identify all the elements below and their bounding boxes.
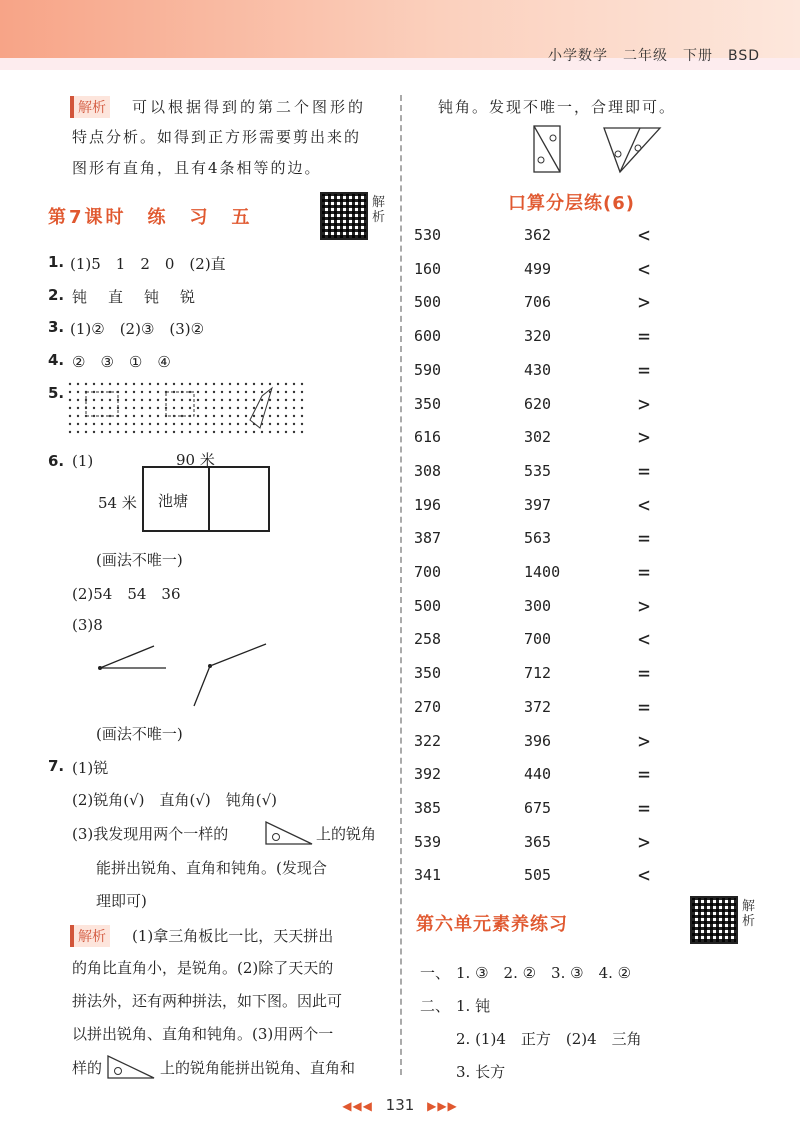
column-divider <box>400 95 402 1075</box>
page-number: 131 <box>385 1096 415 1114</box>
value-a: 500 <box>414 293 442 311</box>
value-a: 270 <box>414 698 442 716</box>
comparison-sign: > <box>638 594 651 618</box>
q7-part3d: 理即可) <box>96 892 147 910</box>
unit6-title: 第六单元素养练习 <box>416 914 568 935</box>
triangle-ruler-icon <box>264 818 314 846</box>
unit6-part2-label: 二、 <box>420 997 451 1015</box>
pond-rect <box>142 466 270 532</box>
comparison-sign: > <box>638 830 651 854</box>
qr-code[interactable] <box>320 192 368 240</box>
value-a: 322 <box>414 732 442 750</box>
note1-line1: 可以根据得到的第二个图形的 <box>132 98 367 116</box>
value-b: 535 <box>524 462 552 480</box>
value-b: 362 <box>524 226 552 244</box>
value-a: 196 <box>414 496 442 514</box>
value-a: 387 <box>414 529 442 547</box>
value-a: 258 <box>414 630 442 648</box>
comparison-sign: > <box>638 392 651 416</box>
qr-label-2: 解析 <box>742 899 756 929</box>
value-b: 320 <box>524 327 552 345</box>
value-b: 712 <box>524 664 552 682</box>
q6-note-b: (画法不唯一) <box>96 725 183 743</box>
note2-line2: 的角比直角小，是锐角。(2)除了天天的 <box>72 959 334 977</box>
q6-note-a: (画法不唯一) <box>96 551 183 569</box>
value-a: 616 <box>414 428 442 446</box>
value-a: 500 <box>414 597 442 615</box>
comparison-sign: = <box>638 358 651 382</box>
comparison-sign: < <box>638 257 651 281</box>
comparison-sign: < <box>638 223 651 247</box>
q7-part2: (2)锐角(√) 直角(√) 钝角(√) <box>72 791 278 809</box>
comparison-sign: < <box>638 863 651 887</box>
q7-part3a: (3)我发现用两个一样的 <box>72 825 229 843</box>
unit6-part2-q2: 2. (1)4 正方 (2)4 三角 <box>456 1030 642 1048</box>
triangle-ruler-icon-2 <box>106 1052 156 1080</box>
height-label: 54 米 <box>98 494 137 512</box>
value-a: 341 <box>414 866 442 884</box>
comparison-sign: = <box>638 459 651 483</box>
q7-part1: (1)锐 <box>72 759 109 777</box>
value-b: 700 <box>524 630 552 648</box>
q7-number: 7. <box>48 757 65 775</box>
unit6-part1-label: 一、 <box>420 964 451 982</box>
unit6-part1-answers: 1. ③ 2. ② 3. ③ 4. ② <box>456 964 632 982</box>
note2-line5b: 上的锐角能拼出锐角、直角和 <box>160 1059 356 1077</box>
value-b: 505 <box>524 866 552 884</box>
unit6-part2-q3: 3. 长方 <box>456 1063 506 1081</box>
note2-line1: (1)拿三角板比一比，天天拼出 <box>132 927 334 945</box>
analysis-tag-2: 解析 <box>70 925 110 947</box>
qr-code-2[interactable] <box>690 896 738 944</box>
width-label: 90 米 <box>176 451 215 469</box>
q6-part3: (3)8 <box>72 616 103 634</box>
value-b: 302 <box>524 428 552 446</box>
q3-answer: (1)② (2)③ (3)② <box>70 320 205 338</box>
note1-line3: 图形有直角，且有4条相等的边。 <box>72 159 322 177</box>
value-a: 600 <box>414 327 442 345</box>
page-footer <box>0 1096 800 1114</box>
note2-line3: 拼法外，还有两种拼法，如下图。因此可 <box>72 992 343 1010</box>
q6-part2: (2)54 54 36 <box>72 585 181 603</box>
value-a: 700 <box>414 563 442 581</box>
value-b: 365 <box>524 833 552 851</box>
value-b: 396 <box>524 732 552 750</box>
value-b: 675 <box>524 799 552 817</box>
value-b: 397 <box>524 496 552 514</box>
header-title: 小学数学 二年级 下册 BSD <box>547 48 760 64</box>
pond-label: 池塘 <box>158 492 189 510</box>
q7-part3c: 能拼出锐角、直角和钝角。(发现合 <box>96 859 327 877</box>
angle-drawings <box>90 638 270 710</box>
prev-arrows: ◀◀◀ <box>342 1099 373 1113</box>
value-b: 563 <box>524 529 552 547</box>
comparison-sign: = <box>638 695 651 719</box>
q6-number: 6. <box>48 452 65 470</box>
angle-combination-figures <box>532 124 672 176</box>
note2-line5a: 样的 <box>72 1059 103 1077</box>
pond-divider <box>208 468 210 530</box>
comparison-sign: > <box>638 425 651 449</box>
q4-number: 4. <box>48 351 65 369</box>
note1-line2: 特点分析。如得到正方形需要剪出来的 <box>72 128 362 146</box>
value-a: 530 <box>414 226 442 244</box>
q3-number: 3. <box>48 318 65 336</box>
q2-number: 2. <box>48 286 65 304</box>
value-a: 385 <box>414 799 442 817</box>
comparison-sign: = <box>638 661 651 685</box>
value-a: 350 <box>414 395 442 413</box>
next-arrows: ▶▶▶ <box>427 1099 458 1113</box>
q7-part3b: 上的锐角 <box>316 825 377 843</box>
value-a: 392 <box>414 765 442 783</box>
value-a: 590 <box>414 361 442 379</box>
comparison-sign: < <box>638 627 651 651</box>
right-top-line: 钝角。发现不唯一，合理即可。 <box>438 98 677 116</box>
q4-answer: ② ③ ① ④ <box>72 353 171 371</box>
comparison-sign: = <box>638 324 651 348</box>
qr-label: 解析 <box>372 195 386 225</box>
q5-number: 5. <box>48 384 65 402</box>
value-b: 440 <box>524 765 552 783</box>
lesson-title: 第7课时 练 习 五 <box>48 207 253 228</box>
value-b: 499 <box>524 260 552 278</box>
comparison-sign: < <box>638 493 651 517</box>
value-b: 372 <box>524 698 552 716</box>
oral-practice-title: 口算分层练(6) <box>508 193 635 214</box>
q6-part1: (1) <box>72 452 94 470</box>
comparison-sign: > <box>638 290 651 314</box>
value-a: 160 <box>414 260 442 278</box>
comparison-sign: = <box>638 560 651 584</box>
note2-line4: 以拼出锐角、直角和钝角。(3)用两个一 <box>72 1025 334 1043</box>
comparison-sign: = <box>638 796 651 820</box>
comparison-sign: = <box>638 762 651 786</box>
value-b: 1400 <box>524 563 561 581</box>
q1-number: 1. <box>48 253 65 271</box>
value-b: 430 <box>524 361 552 379</box>
value-a: 308 <box>414 462 442 480</box>
q1-answer: (1)5 1 2 0 (2)直 <box>70 255 226 273</box>
comparison-sign: = <box>638 526 651 550</box>
analysis-tag: 解析 <box>70 96 110 118</box>
value-a: 350 <box>414 664 442 682</box>
value-b: 300 <box>524 597 552 615</box>
comparison-sign: > <box>638 729 651 753</box>
q2-answer: 钝 直 钝 锐 <box>72 288 199 306</box>
dot-grid-figure <box>66 380 316 438</box>
value-a: 539 <box>414 833 442 851</box>
value-b: 706 <box>524 293 552 311</box>
unit6-part2-q1: 1. 钝 <box>456 997 491 1015</box>
value-b: 620 <box>524 395 552 413</box>
